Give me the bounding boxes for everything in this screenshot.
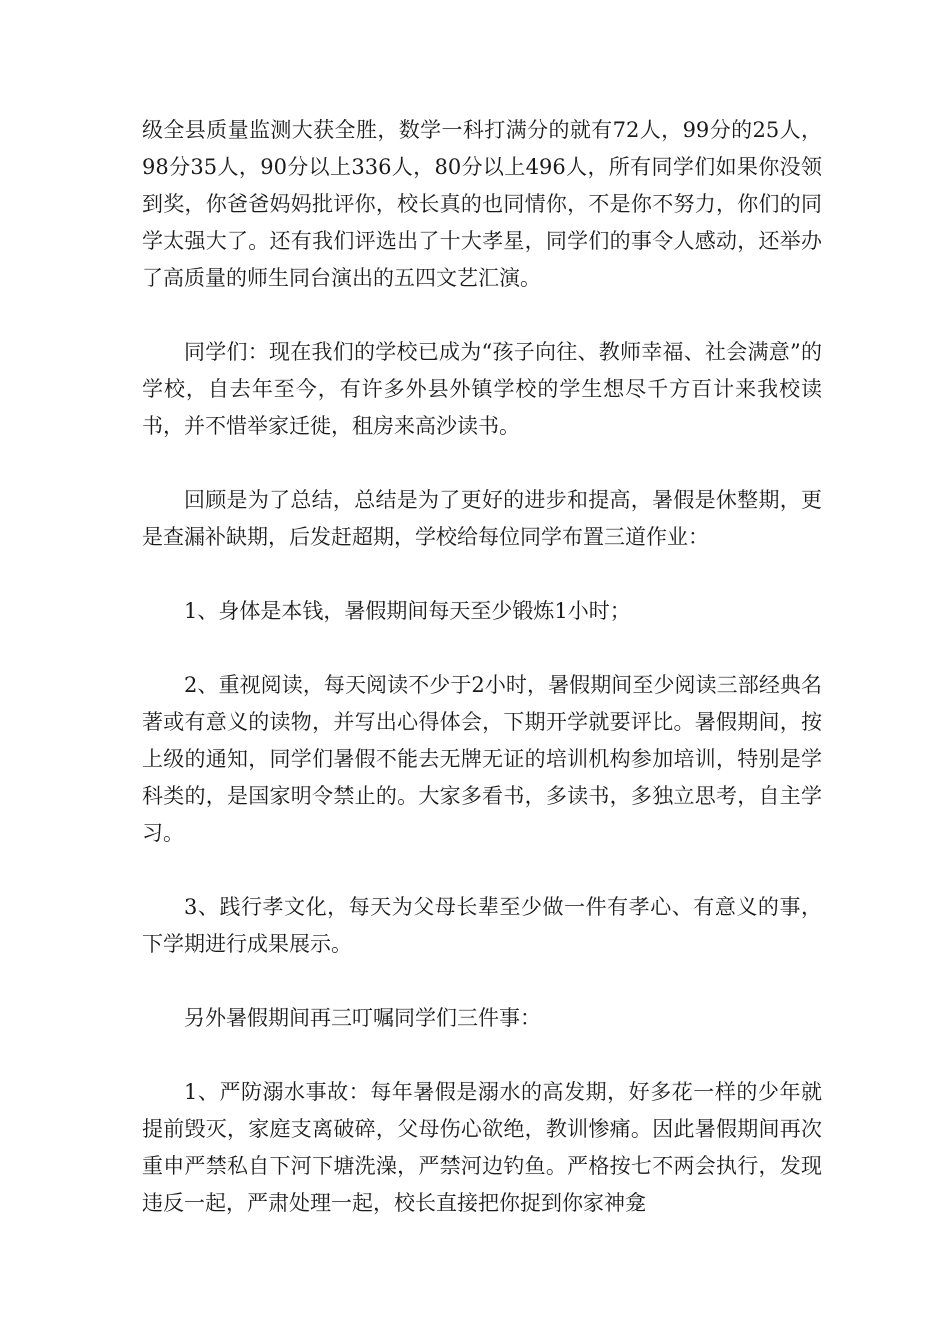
paragraph-homework-exercise: 1、身体是本钱，暑假期间每天至少锻炼1小时； <box>184 599 631 623</box>
document-body <box>142 112 822 1259</box>
paragraph-drowning-prevention: 1、严防溺水事故：每年暑假是溺水的高发期，好多花一样的少年就提前毁灭，家庭支离破碎，父母伤心欲绝，教训惨痛。因此暑假期间再次重申严禁私自下河下塘洗澡，严禁河边钓鱼。严格按七不两会执行，发现违反一起，严肃处理一起，校长直接把你捉到你家神龛 <box>142 1080 822 1215</box>
paragraph-summer-homework-intro: 回顾是为了总结，总结是为了更好的进步和提高，暑假是休整期，更是查漏补缺期，后发赶超期，学校给每位同学布置三道作业： <box>142 488 822 549</box>
paragraph-homework-filial-piety: 3、践行孝文化，每天为父母长辈至少做一件有孝心、有意义的事，下学期进行成果展示。 <box>142 895 822 956</box>
paragraph-three-reminders-intro: 另外暑假期间再三叮嘱同学们三件事： <box>184 1006 541 1030</box>
paragraph-exam-results: 级全县质量监测大获全胜，数学一科打满分的就有72人，99分的25人，98分35人，90分以上336人，80分以上496人，所有同学们如果你没领到奖，你爸爸妈妈批评你，校长真的也同情你，不是你不努力，你们的同学太强大了。还有我们评选出了十大孝星，同学们的事令人感动，还举办了高质量的师生同台演出的五四文艺汇演。 <box>142 118 822 290</box>
paragraph-school-reputation: 同学们：现在我们的学校已成为“孩子向往、教师幸福、社会满意”的学校，自去年至今，有许多外县外镇学校的学生想尽千方百计来我校读书，并不惜举家迁徙，租房来高沙读书。 <box>142 340 822 438</box>
paragraph-homework-reading: 2、重视阅读，每天阅读不少于2小时，暑假期间至少阅读三部经典名著或有意义的读物，并写出心得体会，下期开学就要评比。暑假期间，按上级的通知，同学们暑假不能去无牌无证的培训机构参加培训，特别是学科类的，是国家明令禁止的。大家多看书，多读书，多独立思考，自主学习。 <box>142 673 822 845</box>
